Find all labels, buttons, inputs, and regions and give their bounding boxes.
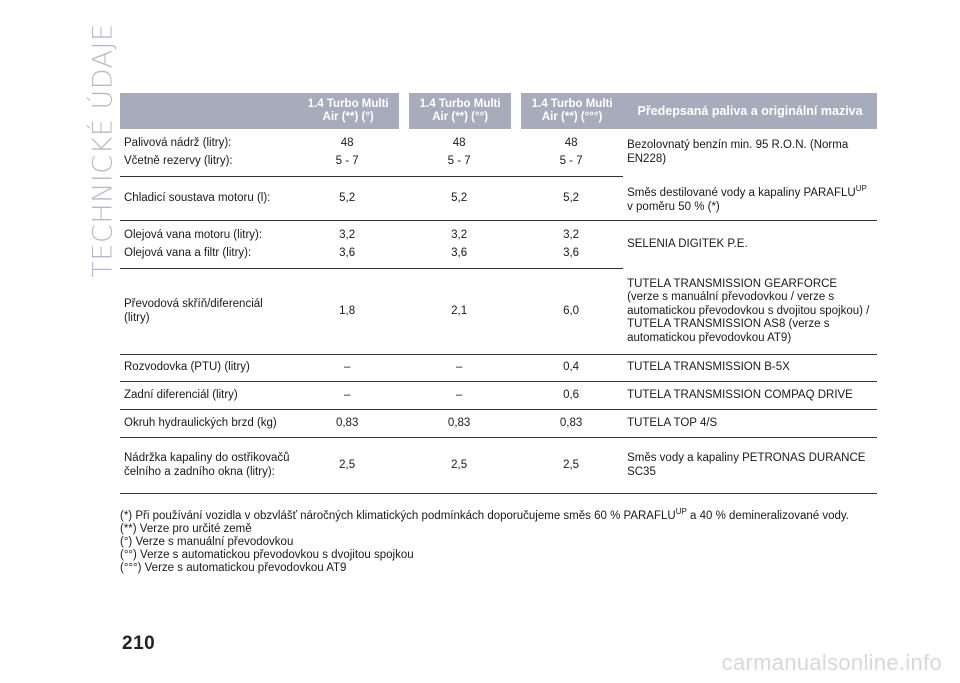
footnote-1: (*) Při používání vozidla v obzvlášť náročných klimatických podmínkách doporučujeme směs 60 % $PARAFLU^{UP}$ a 40 % demineralizované vody. — [120, 507, 849, 522]
row-label: Včetně rezervy (litry): — [120, 153, 297, 177]
row-label: Olejová vana motoru (litry): — [124, 229, 263, 241]
table-row — [120, 177, 877, 221]
footnote-3: (°) Verze s manuální převodovkou — [120, 536, 294, 548]
lubricant-engine-oil: SELENIA DIGITEK P.E. — [627, 238, 748, 250]
table-row — [120, 410, 877, 438]
header-engine-3: 1.4 Turbo Multi Air (**) (°°°) — [521, 93, 623, 129]
lubricant-washer: Směs vody a kapaliny PETRONAS DURANCE SC35 — [623, 438, 877, 494]
value-engine-3: 5 - 7 — [521, 153, 623, 177]
value-engine-2: 0,83 — [409, 410, 511, 438]
value-engine-1: 5,2 — [297, 177, 399, 221]
value-engine-2: 5,2 — [409, 177, 511, 221]
table-row — [120, 221, 877, 245]
page-number: 210 — [122, 633, 156, 654]
table-header-row — [120, 93, 877, 129]
header-engine-2: 1.4 Turbo Multi Air (**) (°°) — [409, 93, 511, 129]
header-engine-1: 1.4 Turbo Multi Air (**) (°) — [297, 93, 399, 129]
table-row — [120, 129, 877, 153]
value-engine-3: 5,2 — [521, 177, 623, 221]
header-lubricants: Předepsaná paliva a originální maziva — [623, 93, 877, 129]
capacities-table — [120, 93, 877, 494]
value-engine-3: 0,4 — [521, 355, 623, 382]
value-engine-2: 5 - 7 — [409, 153, 511, 177]
value-engine-2: 2,5 — [409, 438, 511, 494]
value-engine-1: 3,6 — [297, 245, 399, 269]
value-engine-3: 0,6 — [521, 382, 623, 410]
value-engine-2: – — [409, 355, 511, 382]
lubricant-coolant — [623, 177, 877, 221]
row-label: Palivová nádrž (litry): — [124, 137, 232, 149]
header-empty-cell — [120, 93, 297, 129]
row-label: Zadní diferenciál (litry) — [120, 382, 297, 410]
value-engine-2: – — [409, 382, 511, 410]
value-engine-3: 2,5 — [521, 438, 623, 494]
value-engine-1: 3,2 — [339, 229, 356, 241]
value-engine-1: 5 - 7 — [297, 153, 399, 177]
lubricant-fuel: Bezolovnatý benzín min. 95 R.O.N. (Norma EN228) — [627, 139, 849, 165]
row-label: Chladicí soustava motoru (l): — [120, 177, 297, 221]
value-engine-1: 48 — [340, 137, 354, 149]
table-row — [120, 382, 877, 410]
row-label: Rozvodovka (PTU) (litry) — [120, 355, 297, 382]
lubricant-ptu: TUTELA TRANSMISSION B-5X — [623, 355, 877, 382]
watermark: carmanualsonline.info — [721, 650, 942, 675]
value-engine-2: 2,1 — [409, 269, 511, 355]
section-title-text: TECHNICKÉ ÚDAJE — [87, 22, 119, 278]
value-engine-2: 3,6 — [409, 245, 511, 269]
lubricant-brakes: TUTELA TOP 4/S — [623, 410, 877, 438]
coolant-text-b: v poměru 50 % (*) — [627, 200, 720, 213]
row-label: Okruh hydraulických brzd (kg) — [120, 410, 297, 438]
row-label: Nádržka kapaliny do ostřikovačů čelního a zadního okna (litry): — [120, 438, 297, 494]
footnote-4: (°°) Verze s automatickou převodovkou s dvojitou spojkou — [120, 549, 414, 561]
table-row — [120, 269, 877, 355]
lubricant-rear-diff: TUTELA TRANSMISSION COMPAQ DRIVE — [623, 382, 877, 410]
row-label: Olejová vana a filtr (litry): — [120, 245, 297, 269]
value-engine-3: 3,6 — [521, 245, 623, 269]
footnote-2: (**) Verze pro určité země — [120, 523, 252, 535]
value-engine-1: – — [297, 355, 399, 382]
value-engine-2: 48 — [452, 137, 466, 149]
value-engine-3: 48 — [564, 137, 578, 149]
footnotes — [120, 505, 877, 575]
value-engine-1: – — [297, 382, 399, 410]
value-engine-3: 6,0 — [521, 269, 623, 355]
value-engine-3: 3,2 — [563, 229, 580, 241]
value-engine-1: 0,83 — [297, 410, 399, 438]
value-engine-1: 1,8 — [297, 269, 399, 355]
value-engine-2: 3,2 — [451, 229, 468, 241]
coolant-sup: UP — [855, 184, 867, 194]
table-row — [120, 438, 877, 494]
footnote-5: (°°°) Verze s automatickou převodovkou AT9 — [120, 562, 347, 574]
row-label: Převodová skříň/diferenciál (litry) — [120, 269, 297, 355]
value-engine-1: 2,5 — [297, 438, 399, 494]
coolant-text-a: Směs destilované vody a kapaliny PARAFLU — [627, 187, 856, 200]
table-row — [120, 355, 877, 382]
value-engine-3: 0,83 — [521, 410, 623, 438]
lubricant-gearbox: TUTELA TRANSMISSION GEARFORCE (verze s manuální převodovkou / verze s automatickou převodovkou s dvojitou spojkou) / TUTELA TRANSMISSION AS8 (verze s automatickou převodovkou AT9) — [623, 269, 877, 355]
